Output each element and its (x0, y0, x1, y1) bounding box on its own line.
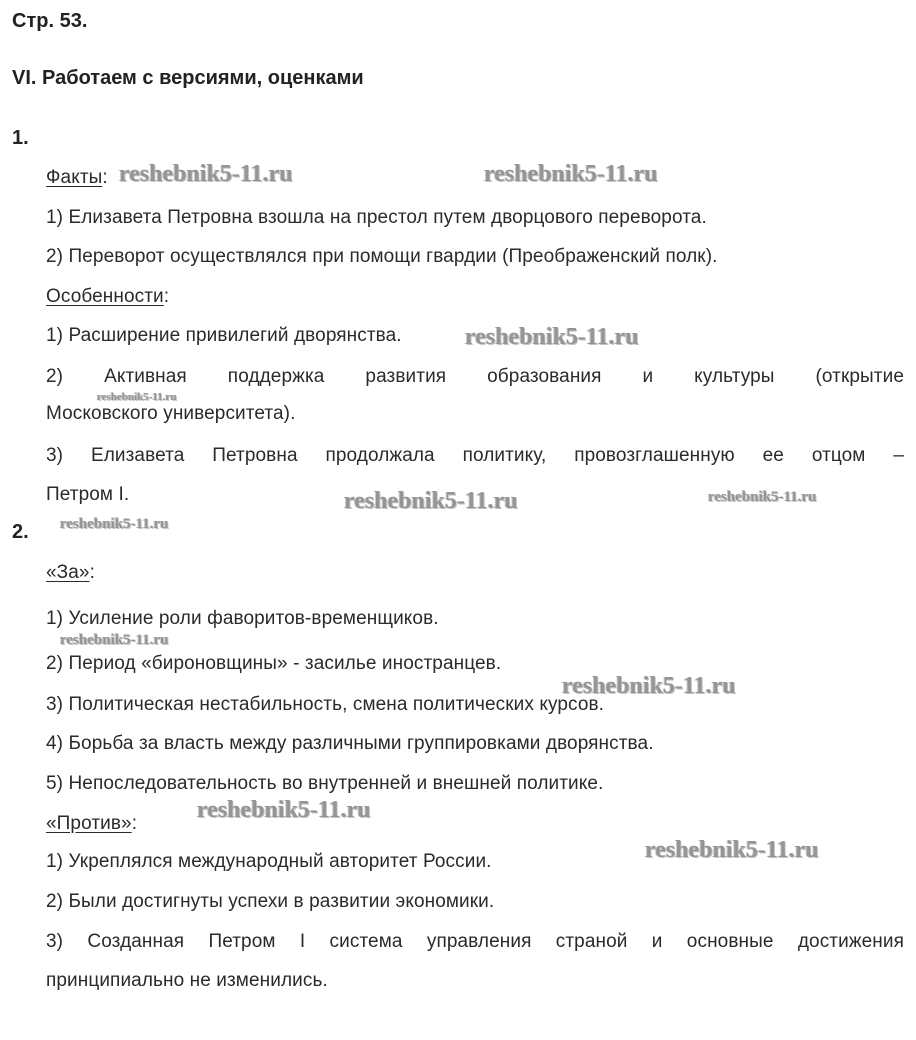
against-item: 2) Были достигнуты успехи в развитии экономики. (46, 891, 495, 912)
fact-item: 1) Елизавета Петровна взошла на престол путем дворцового переворота. (46, 207, 707, 228)
against-item: принципиально не изменились. (46, 970, 328, 991)
feature-item: Московского университета). (46, 403, 296, 424)
facts-heading: Факты (46, 167, 103, 188)
for-item: 4) Борьба за власть между различными группировками дворянства. (46, 733, 654, 754)
for-item: 2) Период «бироновщины» - засилье иностранцев. (46, 653, 502, 674)
watermark: reshebnik5-11.ru (465, 324, 639, 350)
for-item: 1) Усиление роли фаворитов-временщиков. (46, 608, 439, 629)
question-number-1: 1. (12, 127, 29, 149)
facts-heading-row (46, 167, 108, 189)
watermark: reshebnik5-11.ru (344, 488, 518, 514)
for-item: 5) Непоследовательность во внутренней и внешней политике. (46, 773, 604, 794)
for-item: 3) Политическая нестабильность, смена политических курсов. (46, 694, 605, 715)
against-item: 3) Созданная Петром I система управления страной и основные достижения (46, 931, 904, 952)
features-heading-row (46, 286, 169, 308)
feature-item: 2) Активная поддержка развития образования и культуры (открытие (46, 366, 904, 387)
against-heading: «Против» (46, 813, 132, 834)
features-colon: : (163, 286, 170, 307)
fact-item: 2) Переворот осуществлялся при помощи гвардии (Преображенский полк). (46, 246, 718, 267)
against-item: 1) Укреплялся международный авторитет России. (46, 851, 492, 872)
watermark: reshebnik5-11.ru (484, 161, 658, 187)
against-colon: : (131, 813, 138, 834)
watermark: reshebnik5-11.ru (60, 516, 169, 532)
watermark: reshebnik5-11.ru (60, 632, 169, 648)
for-heading: «За» (46, 562, 90, 583)
for-heading-row (46, 562, 95, 584)
feature-item: 1) Расширение привилегий дворянства. (46, 325, 402, 346)
feature-item: Петром I. (46, 484, 130, 505)
watermark: reshebnik5-11.ru (97, 391, 177, 403)
page-number: Стр. 53. (12, 10, 88, 32)
watermark: reshebnik5-11.ru (708, 489, 817, 505)
facts-colon: : (102, 167, 108, 188)
watermark: reshebnik5-11.ru (645, 837, 819, 863)
watermark: reshebnik5-11.ru (562, 673, 736, 699)
watermark: reshebnik5-11.ru (197, 797, 371, 823)
watermark: reshebnik5-11.ru (119, 161, 293, 187)
feature-item: 3) Елизавета Петровна продолжала политику, провозглашенную ее отцом – (46, 445, 904, 466)
for-colon: : (89, 562, 95, 583)
section-title: VI. Работаем с версиями, оценками (12, 67, 364, 89)
against-heading-row (46, 813, 137, 835)
question-number-2: 2. (12, 521, 29, 543)
features-heading: Особенности (46, 286, 164, 307)
